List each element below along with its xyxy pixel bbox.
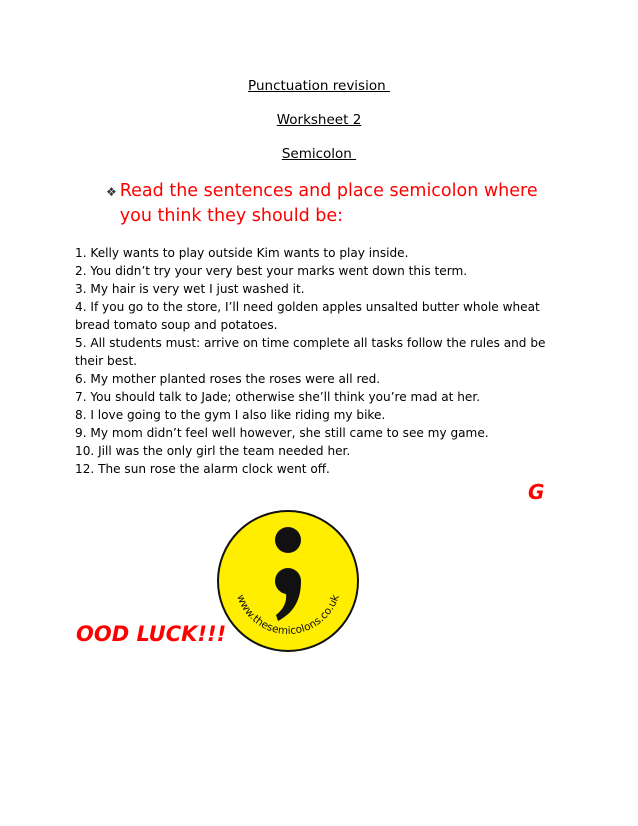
sentence-item: 5. All students must: arrive on time complete all tasks follow the rules and be their best. [75,336,546,368]
sentence-item: 6. My mother planted roses the roses were all red. [75,372,381,386]
sentence-item: 2. You didn’t try your very best your marks went down this term. [75,264,468,278]
sentence-item: 3. My hair is very wet I just washed it. [75,282,305,296]
good-luck-text: OOD LUCK!!! [76,622,227,646]
diamond-bullet-icon: ❖ [106,185,117,199]
sentence-item: 10. Jill was the only girl the team needed her. [75,444,351,458]
instruction-text: Read the sentences and place semicolon where you think they should be: [119,181,538,226]
sentence-item: 4. If you go to the store, I’ll need golden apples unsalted butter whole wheat bread tomato soup and potatoes. [75,300,540,332]
sentence-list [75,244,567,478]
worksheet-topic: Semicolon [281,146,357,162]
semicolon-logo [216,509,360,653]
good-luck-first-letter: G [528,480,545,504]
sentence-item: 1. Kelly wants to play outside Kim wants to play inside. [75,246,409,260]
worksheet-number: Worksheet 2 [276,112,362,128]
sentence-item: 12. The sun rose the alarm clock went off. [75,462,330,476]
logo-url: www.thesemicolons.co.uk [234,592,342,638]
semicolon-dot-icon [275,527,301,553]
worksheet-title: Punctuation revision [248,78,390,94]
sentence-item: 9. My mom didn’t feel well however, she still came to see my game. [75,426,489,440]
sentence-item: 8. I love going to the gym I also like riding my bike. [75,408,386,422]
instruction [106,179,566,229]
sentence-item: 7. You should talk to Jade; otherwise she’ll think you’re mad at her. [75,390,481,404]
